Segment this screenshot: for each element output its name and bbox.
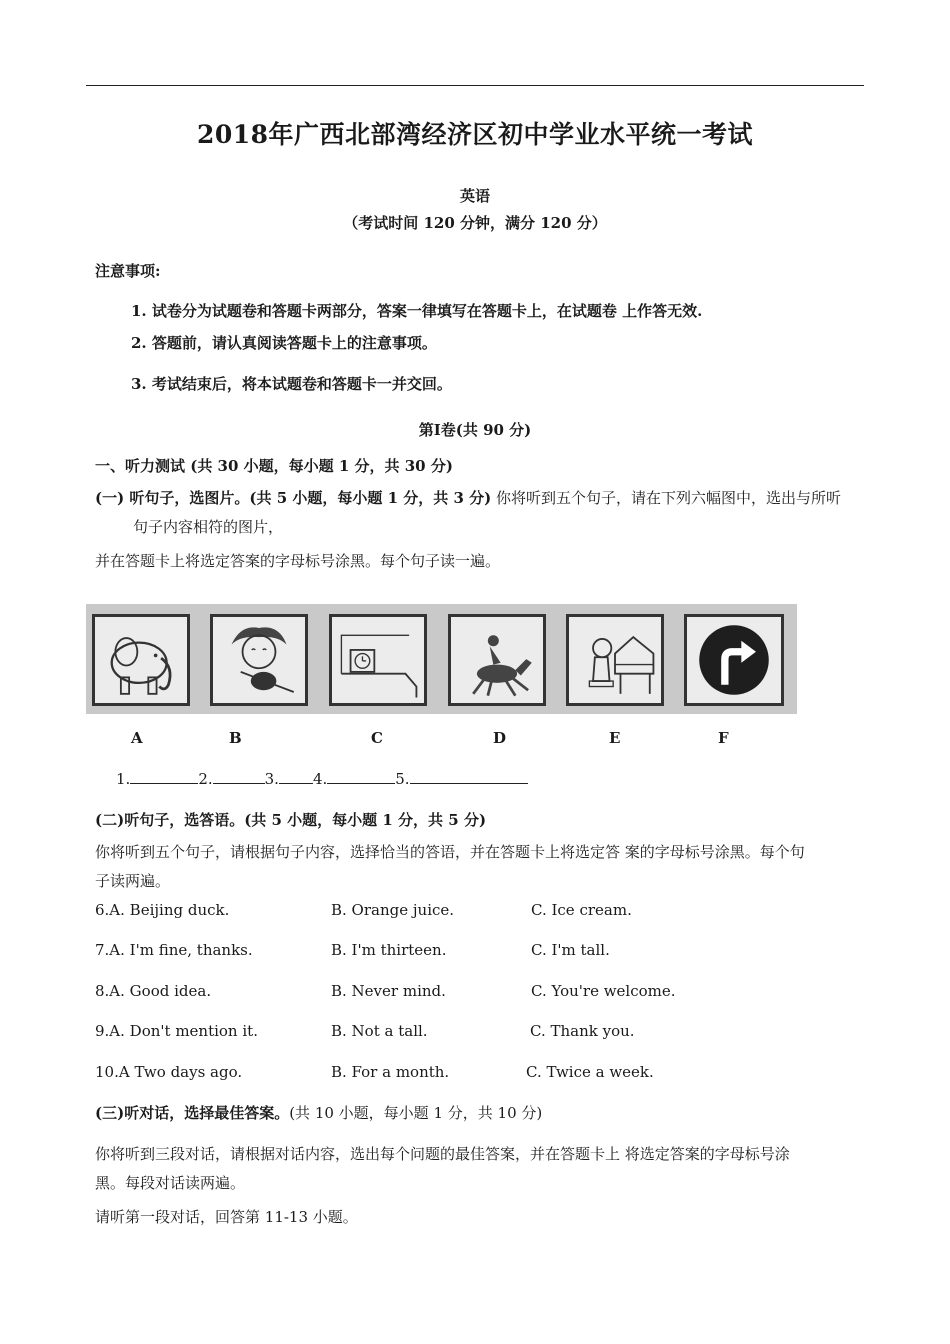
q6-option-c: C. Ice cream. <box>531 901 632 919</box>
elephant-icon <box>92 614 190 706</box>
violin-player-icon <box>210 614 308 706</box>
part2-instruction-2: 子读两遍。 <box>95 872 171 890</box>
blank-label-5: 5. <box>395 770 410 788</box>
q7-option-a: 7.A. I'm fine, thanks. <box>95 941 253 959</box>
piano-player-icon <box>566 614 664 706</box>
part1-heading: (一) 听句子，选图片。(共 5 小题，每小题 1 分，共 3 分) <box>95 489 492 507</box>
picture-letter-d: D <box>493 729 507 747</box>
subject-label: 英语 <box>459 187 490 205</box>
part2-instruction-1: 你将听到五个句子，请根据句子内容，选择恰当的答语，并在答题卡上将选定答 案的字母标号涂黑。每个句 <box>95 843 805 861</box>
part1-instruction-2: 句子内容相符的图片， <box>133 518 284 536</box>
q10-option-c: C. Twice a week. <box>526 1063 654 1081</box>
q7-option-c: C. I'm tall. <box>531 941 610 959</box>
notice-heading: 注意事项: <box>95 262 161 280</box>
part1-instruction-1: 你将听到五个句子，请在下列六幅图中，选出与所听 <box>496 489 842 507</box>
part3-heading-line <box>95 1102 542 1123</box>
volume-title: 第Ⅰ卷(共 90 分) <box>418 421 532 439</box>
picture-letter-a: A <box>131 729 143 747</box>
q7-option-b: B. I'm thirteen. <box>331 941 447 959</box>
notice-item-1: 1. 试卷分为试题卷和答题卡两部分，答案一律填写在答题卡上，在试题卷 上作答无效. <box>131 302 703 320</box>
answer-blank-2[interactable] <box>213 769 265 784</box>
picture-strip <box>86 604 797 714</box>
part3-heading-rest: (共 10 小题，每小题 1 分，共 10 分) <box>289 1104 543 1122</box>
q6-option-a: 6.A. Beijing duck. <box>95 901 230 919</box>
part3-instruction-2: 黑。每段对话读两遍。 <box>95 1174 246 1192</box>
q9-option-b: B. Not a tall. <box>331 1022 428 1040</box>
part2-heading: (二)听句子，选答语。(共 5 小题，每小题 1 分，共 5 分) <box>95 811 487 829</box>
notice-item-3: 3. 考试结束后，将本试题卷和答题卡一并交回。 <box>131 375 452 393</box>
picture-letter-b: B <box>229 729 242 747</box>
q10-option-a: 10.A Two days ago. <box>95 1063 243 1081</box>
answer-blank-1[interactable] <box>130 769 198 784</box>
answer-blank-3[interactable] <box>279 769 313 784</box>
exam-title: 2018年广西北部湾经济区初中学业水平统一考试 <box>196 120 754 149</box>
part3-heading: (三)听对话，选择最佳答案。 <box>95 1104 290 1122</box>
q9-option-a: 9.A. Don't mention it. <box>95 1022 258 1040</box>
part3-instruction-1: 你将听到三段对话，请根据对话内容，选出每个问题的最佳答案，并在答题卡上 将选定答案的字母标号涂 <box>95 1145 790 1163</box>
part1-heading-line <box>95 487 841 508</box>
horse-rider-icon <box>448 614 546 706</box>
blank-label-3: 3. <box>264 770 279 788</box>
answer-blank-4[interactable] <box>327 769 395 784</box>
q6-option-b: B. Orange juice. <box>331 901 455 919</box>
time-info: （考试时间 120 分钟，满分 120 分） <box>343 214 607 232</box>
blank-label-4: 4. <box>312 770 328 788</box>
q9-option-c: C. Thank you. <box>530 1022 635 1040</box>
clock-on-desk-icon <box>329 614 427 706</box>
section1-heading: 一、听力测试 (共 30 小题，每小题 1 分，共 30 分) <box>95 457 453 475</box>
q8-option-a: 8.A. Good idea. <box>95 982 212 1000</box>
notice-item-2: 2. 答题前，请认真阅读答题卡上的注意事项。 <box>131 334 437 352</box>
top-rule <box>86 85 864 86</box>
turn-right-sign-icon <box>684 614 784 706</box>
blank-label-2: 2. <box>198 770 213 788</box>
q8-option-c: C. You're welcome. <box>531 982 676 1000</box>
part1-instruction-3: 并在答题卡上将选定答案的字母标号涂黑。每个句子读一遍。 <box>95 552 501 570</box>
picture-letter-e: E <box>609 729 621 747</box>
picture-letter-c: C <box>371 729 383 747</box>
picture-letter-f: F <box>718 729 729 747</box>
answer-blanks-line <box>116 769 528 788</box>
answer-blank-5[interactable] <box>410 769 528 784</box>
blank-label-1: 1. <box>116 770 131 788</box>
q10-option-b: B. For a month. <box>331 1063 450 1081</box>
part3-instruction-3: 请听第一段对话，回答第 11-13 小题。 <box>95 1208 358 1226</box>
q8-option-b: B. Never mind. <box>331 982 446 1000</box>
